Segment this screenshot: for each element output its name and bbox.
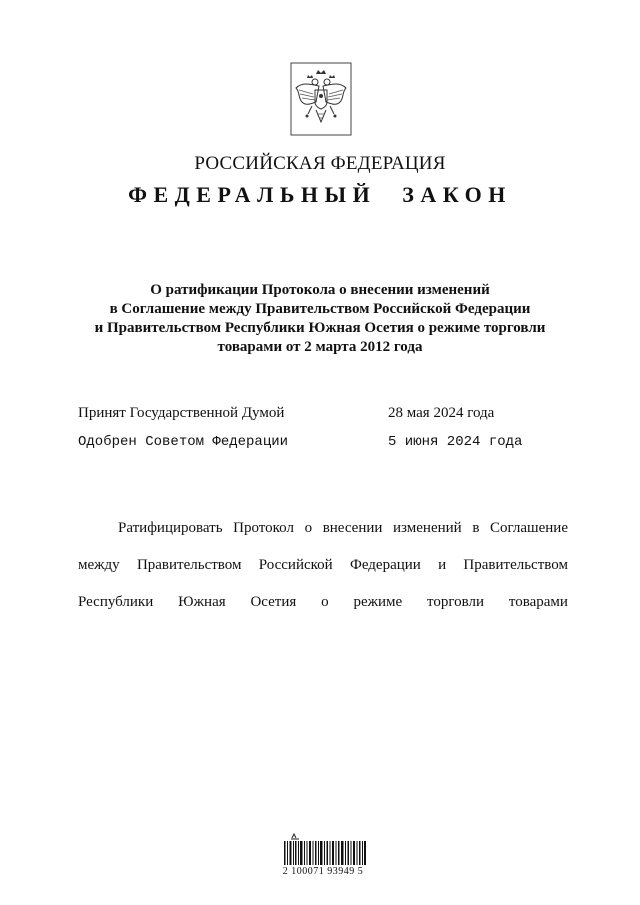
body-word: Правительством [136,557,242,573]
body-word: и [438,557,447,573]
body-line [78,510,568,547]
country-name: РОССИЙСКАЯ ФЕДЕРАЦИЯ [194,153,446,174]
council-approval-label: Одобрен Советом Федерации [78,434,289,450]
body-word: между [78,557,120,573]
body-word: внесении [322,520,383,536]
body-word: торговли [426,594,485,610]
law-title-line: и Правительством Республики Южная Осетия о режиме торговли [94,320,546,336]
body-word: Соглашение [490,520,568,536]
barcode-stripes [284,841,366,865]
body-word: режиме [353,594,403,610]
body-word: о [321,594,329,610]
body-word: о [304,520,313,536]
coat-of-arms-emblem [290,62,352,136]
body-word: Федерации [349,557,421,573]
body-word: товарами [508,594,568,610]
body-word: в [472,520,480,536]
council-approval-date: 5 июня 2024 года [388,434,523,450]
body-word: Протокол [233,520,294,536]
law-title-line: товарами от 2 марта 2012 года [217,339,423,355]
body-word: Осетия [250,594,297,610]
law-body [78,510,568,621]
body-word: Ратифицировать [118,520,223,536]
coat-of-arms-icon [290,62,352,136]
law-title-line: О ратификации Протокола о внесении изменений [150,282,490,298]
law-title-line: в Соглашение между Правительством Российской Федерации [109,301,531,317]
body-word: Республики [78,594,154,610]
body-word: Российской [258,557,333,573]
duma-adoption-label: Принят Государственной Думой [78,405,285,421]
body-line [78,547,568,584]
body-word: Южная [178,594,226,610]
duma-adoption-date: 28 мая 2024 года [388,405,495,421]
document-type: ФЕДЕРАЛЬНЫЙ ЗАКОН [128,182,512,207]
barcode-number: 2 100071 93949 5 [282,866,364,877]
body-word: Правительством [463,557,568,573]
body-line [78,584,568,621]
body-word: изменений [393,520,462,536]
law-title [40,281,600,357]
